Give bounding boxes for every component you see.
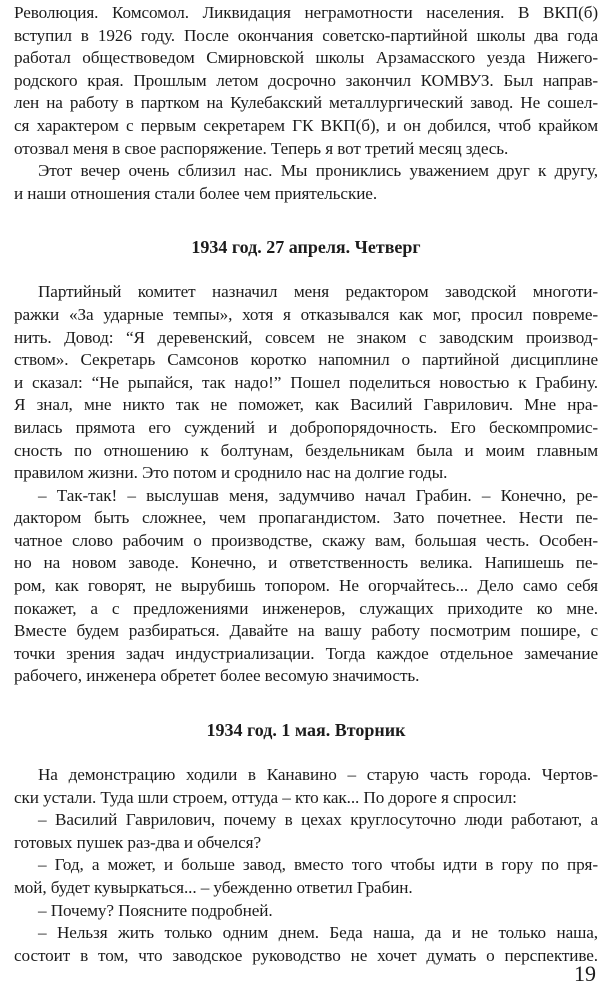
text-line: – Нельзя жить только одним днем. Беда наша, да и не только наша, <box>38 923 598 943</box>
text-line: состоит в том, что заводское руководство не хочет думать о перспективе. <box>14 945 598 965</box>
book-page <box>14 2 598 967</box>
text-line: – Василий Гаврилович, почему в цехах круглосуточно люди работают, а <box>38 810 598 830</box>
text-line: – Почему? Поясните подробней. <box>38 900 273 920</box>
text-line: точки зрения задач индустриализации. Тогда каждое отдельное замечание <box>14 643 598 663</box>
text-line: родского края. Прошлым летом досрочно закончил КОМВУЗ. Был направ- <box>14 70 598 90</box>
text-line: вступил в 1926 году. После окончания советско-партийной школы два года <box>14 25 598 45</box>
text-line: покажет, а с предложениями инженеров, служащих приходите ко мне. <box>14 598 598 618</box>
text-line: ражки «За ударные темпы», хотя я отказывался как мог, просил повреме- <box>14 304 598 324</box>
text-line: дактором быть сложнее, чем пропагандистом. Зато почетнее. Нести пе- <box>14 508 598 528</box>
text-line: но на новом заводе. Конечно, и ответственность велика. Напишешь пе- <box>14 553 598 573</box>
text-line: и наши отношения стали более чем приятельские. <box>14 183 378 203</box>
text-line: – Так-так! – выслушав меня, задумчиво начал Грабин. – Конечно, ре- <box>38 485 598 505</box>
paragraph <box>14 485 598 688</box>
section-heading: 1934 год. 1 мая. Вторник <box>206 720 406 741</box>
paragraph <box>14 2 598 160</box>
paragraph <box>14 900 598 923</box>
text-line: На демонстрацию ходили в Канавино – старую часть города. Чертов- <box>38 765 598 785</box>
section-heading: 1934 год. 27 апреля. Четверг <box>191 237 421 258</box>
text-line: Я знал, мне никто так не поможет, как Василий Гаврилович. Мне нра- <box>14 395 598 415</box>
text-line: чатное слово рабочим о производстве, скажу вам, большая честь. Особен- <box>14 530 598 550</box>
text-line: и сказал: “Не рыпайся, так надо!” Пошел поделиться новостью к Грабину. <box>14 372 598 392</box>
text-line: ством». Секретарь Самсонов коротко напомнил о партийной дисциплине <box>14 350 598 370</box>
text-line: работал обществоведом Смирновской школы Арзамасского уезда Нижего- <box>14 48 598 68</box>
text-line: нить. Довод: “Я деревенский, совсем не знаком с заводским производ- <box>14 327 598 347</box>
paragraph <box>14 854 598 899</box>
text-line: правилом жизни. Это потом и сроднило нас на долгие годы. <box>14 463 448 483</box>
text-line: Вместе будем разбираться. Давайте на вашу работу посмотрим пошире, с <box>14 621 598 641</box>
paragraph <box>14 160 598 205</box>
text-line: ром, как говорят, не вырубишь топором. Не огорчайтесь... Дело само себя <box>14 576 598 596</box>
text-line: Революция. Комсомол. Ликвидация неграмотности населения. В ВКП(б) <box>14 3 598 22</box>
text-line: вилась прямота его суждений и добропорядочность. Его бескомпромис- <box>14 417 598 437</box>
text-line: рабочего, инженера обретет более весомую значимость. <box>14 666 420 686</box>
text-line: сность по отношению к болтунам, бездельникам была и моим главным <box>14 440 598 460</box>
text-line: готовых пушек раз-два и обчелся? <box>14 832 262 852</box>
paragraph <box>14 809 598 854</box>
text-line: мой, будет кувыркаться... – убежденно ответил Грабин. <box>14 878 413 897</box>
paragraph <box>14 281 598 484</box>
text-line: ся характером с первым секретарем ГК ВКП(б), и он добился, чтоб крайком <box>14 115 598 135</box>
text-line: Партийный комитет назначил меня редактором заводской многоти- <box>38 282 598 302</box>
text-line: – Год, а может, и больше завод, вместо того чтобы идти в гору по пря- <box>38 855 598 875</box>
page-number: 19 <box>574 961 596 986</box>
text-line: ски устали. Туда шли строем, оттуда – кто как... По дороге я спросил: <box>14 787 517 807</box>
text-line: лен на работу в партком на Кулебакский металлургический завод. Не сошел- <box>14 93 598 113</box>
paragraph <box>14 922 598 967</box>
text-line: Этот вечер очень сблизил нас. Мы прониклись уважением друг к другу, <box>38 161 598 181</box>
text-line: отозвал меня в свое распоряжение. Теперь я вот третий месяц здесь. <box>14 138 509 158</box>
paragraph <box>14 764 598 809</box>
